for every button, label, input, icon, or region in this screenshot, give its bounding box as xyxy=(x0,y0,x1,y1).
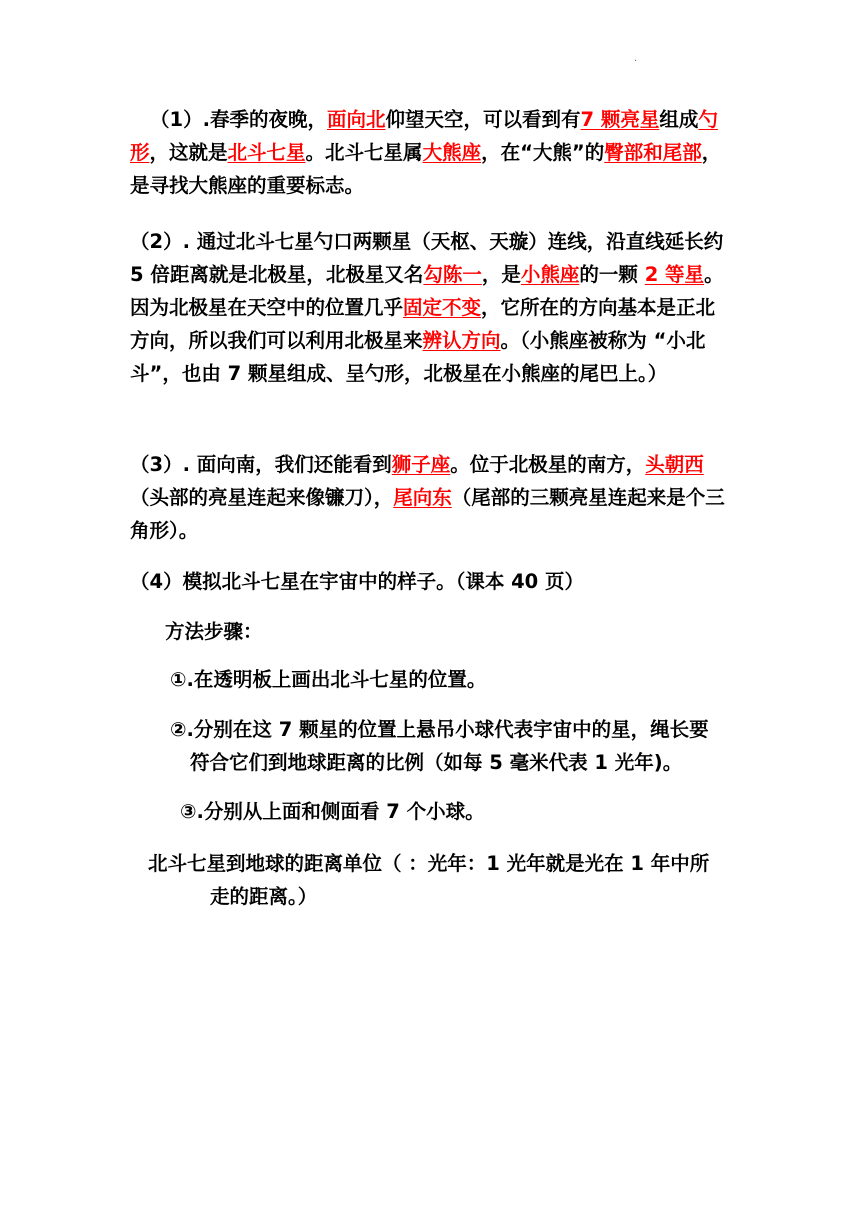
highlight: 固定不变 xyxy=(403,296,482,319)
highlight: 小熊座 xyxy=(520,263,580,286)
step-3: ③.分别从上面和侧面看 7 个小球。 xyxy=(180,800,485,823)
highlight: 狮子座 xyxy=(391,453,451,476)
highlight: 尾向东 xyxy=(393,486,452,509)
highlight: 7 颗亮星 xyxy=(580,108,660,131)
highlight: 勺形 xyxy=(130,108,718,164)
highlight: 面向北 xyxy=(326,108,386,131)
method-heading: 方法步骤： xyxy=(165,620,263,643)
highlight: 辨认方向 xyxy=(422,329,501,352)
paragraph-4: （4）模拟北斗七星在宇宙中的样子。（课本 40 页） xyxy=(130,570,585,593)
paragraph-3: （3）. 面向南，我们还能看到狮子座。位于北极星的南方，头朝西（头部的亮星连起来像镰刀），尾向东（尾部的三颗亮星连起来是个三角形）。 xyxy=(130,453,725,542)
highlight: 头朝西 xyxy=(645,453,704,476)
highlight: 北斗七星 xyxy=(227,141,306,164)
highlight: 勾陈一 xyxy=(423,263,482,286)
highlight: 臀部和尾部 xyxy=(604,141,702,164)
paragraph-1: （1）.春季的夜晚，面向北仰望天空，可以看到有7 颗亮星组成勺形，这就是北斗七星。北斗七星属大熊座，在“大熊”的臀部和尾部，是寻找大熊座的重要标志。 xyxy=(130,108,722,197)
highlight: 2 等星 xyxy=(644,263,705,286)
unit-note: 北斗七星到地球的距离单位（ ：光年：1 光年就是光在 1 年中所 走的距离。） xyxy=(148,852,710,908)
highlight: 大熊座 xyxy=(422,141,482,164)
step-2: ②.分别在这 7 颗星的位置上悬吊小球代表宇宙中的星，绳长要 符合它们到地球距离的比例（如每 5 毫米代表 1 光年)。 xyxy=(170,718,709,774)
page-mark: · xyxy=(634,56,638,67)
step-1: ①.在透明板上画出北斗七星的位置。 xyxy=(170,668,487,691)
paragraph-2: （2）. 通过北斗七星勺口两颗星（天枢、天璇）连线，沿直线延长约 5 倍距离就是北极星，北极星又名勾陈一，是小熊座的一颗 2 等星。因为北极星在天空中的位置几乎固定不变，它所在的方向基本是正北方向，所以我们可以利用北极星来辨认方向。（小熊座被称为 “小北斗”，也由 7 颗星组成、呈勺形，北极星在小熊座的尾巴上。） xyxy=(130,230,724,385)
